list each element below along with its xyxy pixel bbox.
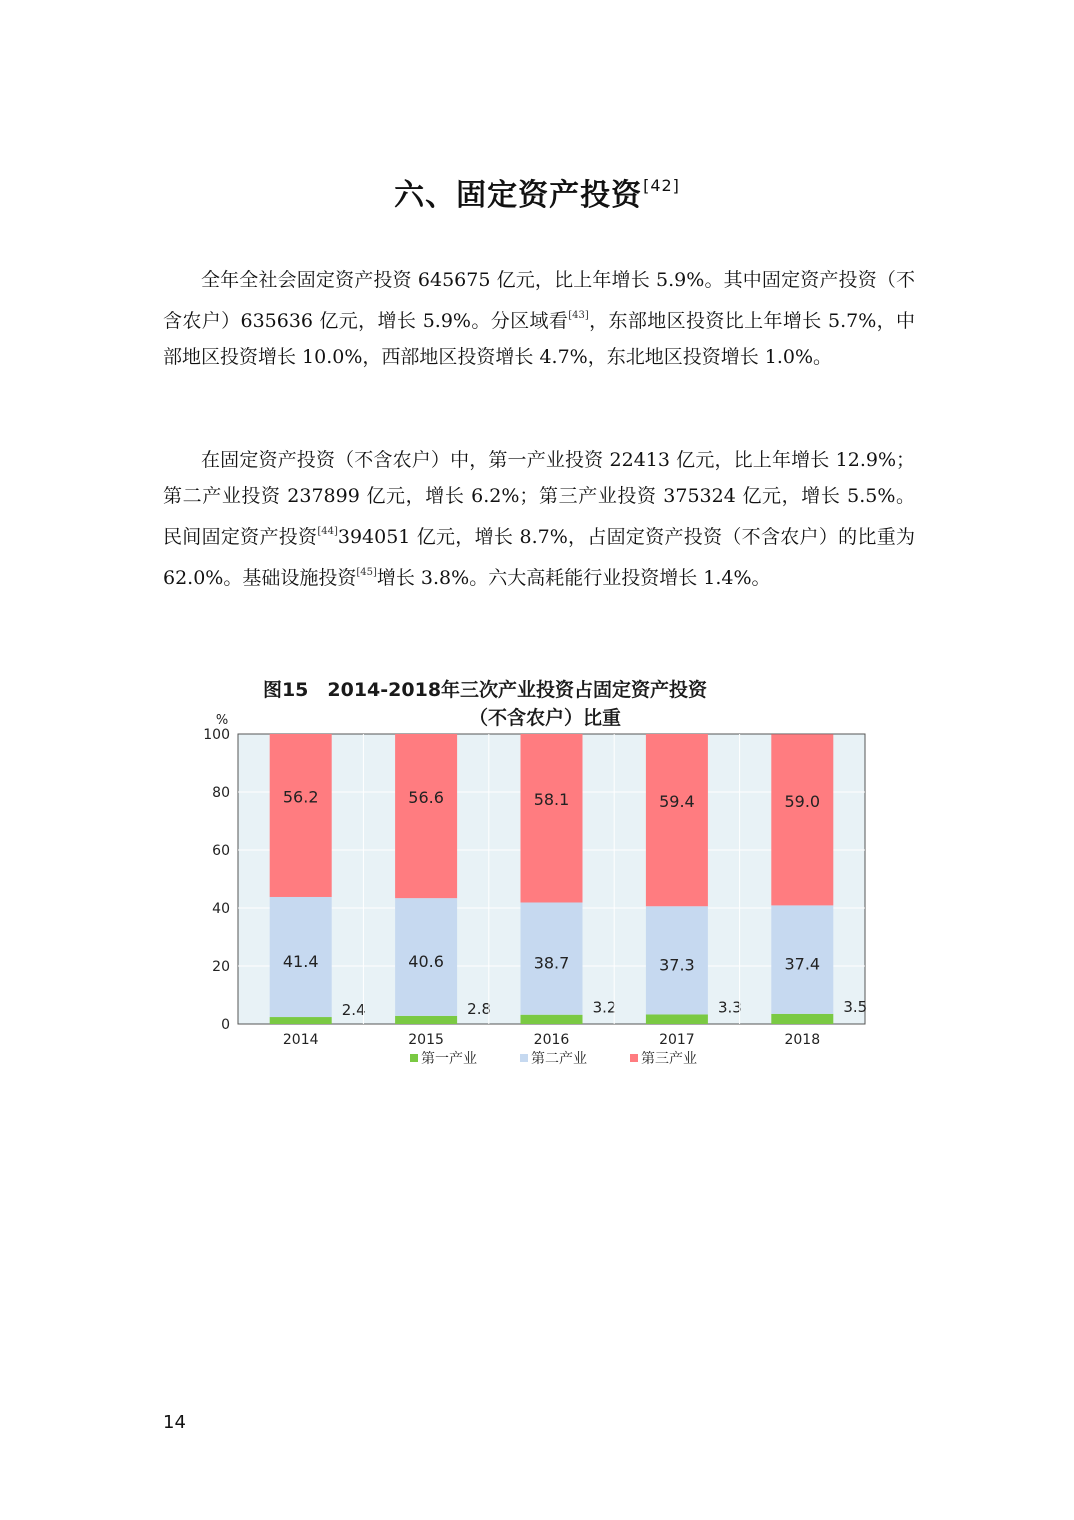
x-tick-label: 2014	[282, 1032, 319, 1048]
legend-label: 第一产业	[421, 1051, 477, 1067]
y-tick-label: 20	[212, 959, 230, 975]
y-tick-label: 0	[221, 1017, 230, 1033]
x-tick-label: 2016	[533, 1032, 570, 1048]
bar-segment	[521, 734, 583, 902]
bar-segment	[646, 734, 708, 906]
x-tick-label: 2015	[408, 1032, 444, 1048]
legend-swatch	[630, 1054, 638, 1062]
data-label: 3.3	[717, 998, 742, 1017]
page-number: 14	[163, 1412, 186, 1433]
y-tick-label: 40	[212, 901, 230, 917]
data-label: 40.6	[408, 952, 444, 972]
legend-swatch	[410, 1054, 418, 1062]
legend-label: 第三产业	[641, 1051, 697, 1067]
stacked-bar-chart	[190, 672, 890, 1082]
legend-swatch	[520, 1054, 528, 1062]
chart-title-line2: （不含农户）比重	[468, 707, 622, 729]
bar-segment	[270, 734, 332, 897]
y-tick-label: 80	[212, 785, 230, 801]
data-label: 59.4	[659, 792, 695, 812]
y-tick-label: 100	[203, 727, 230, 743]
y-tick-label: 60	[212, 843, 230, 859]
data-label: 56.2	[282, 787, 319, 807]
data-label: 58.1	[533, 790, 570, 810]
bar-segment	[395, 734, 457, 898]
bar-segment	[395, 1016, 457, 1024]
footnote-ref-42: [42]	[643, 176, 680, 195]
bar-segment	[771, 734, 833, 905]
legend-label: 第二产业	[531, 1051, 587, 1067]
x-tick-label: 2018	[784, 1032, 821, 1048]
data-label: 56.6	[408, 788, 444, 808]
data-label: 2.4	[341, 1001, 366, 1020]
data-label: 41.4	[282, 952, 319, 972]
paragraph-investment-total: 全年全社会固定资产投资 645675 亿元，比上年增长 5.9%。其中固定资产投资（不含农户）635636 亿元，增长 5.9%。分区域看[43]，东部地区投资比上年增长 5.7%，中部地区投资增长 10.0%，西部地区投资增长 4.7%，东北地区投资增长 1.0%。	[163, 269, 915, 368]
data-label: 37.4	[784, 954, 821, 974]
footnote-ref-43: [43]	[568, 310, 589, 321]
y-axis-unit: %	[215, 713, 229, 728]
x-tick-label: 2017	[659, 1032, 695, 1048]
chart-title-line1: 图15 2014-2018年三次产业投资占固定资产投资	[262, 679, 708, 701]
data-label: 37.3	[659, 955, 695, 975]
data-label: 38.7	[533, 953, 570, 973]
data-label: 3.2	[592, 998, 617, 1017]
footnote-ref-44: [44]	[317, 526, 338, 537]
data-label: 3.5	[843, 997, 868, 1016]
section-title: 六、固定资产投资[42]	[394, 176, 680, 213]
bar-segment	[270, 1017, 332, 1024]
paragraph-investment-by-industry: 在固定资产投资（不含农户）中，第一产业投资 22413 亿元，比上年增长 12.9%；第二产业投资 237899 亿元，增长 6.2%；第三产业投资 375324 亿元，增长 5.5%。民间固定资产投资[44]394051 亿元，增长 8.7%，占固定资产投资（不含农户）的比重为 62.0%。基础设施投资[45]增长 3.8%。六大高耗能行业投资增长 1.4%。	[163, 449, 915, 589]
bar-segment	[521, 1015, 583, 1024]
data-label: 59.0	[784, 791, 821, 811]
bar-segment	[771, 1014, 833, 1024]
figure-15-chart	[190, 672, 890, 1082]
footnote-ref-45: [45]	[356, 567, 377, 578]
data-label: 2.8	[467, 999, 492, 1018]
bar-segment	[646, 1014, 708, 1024]
